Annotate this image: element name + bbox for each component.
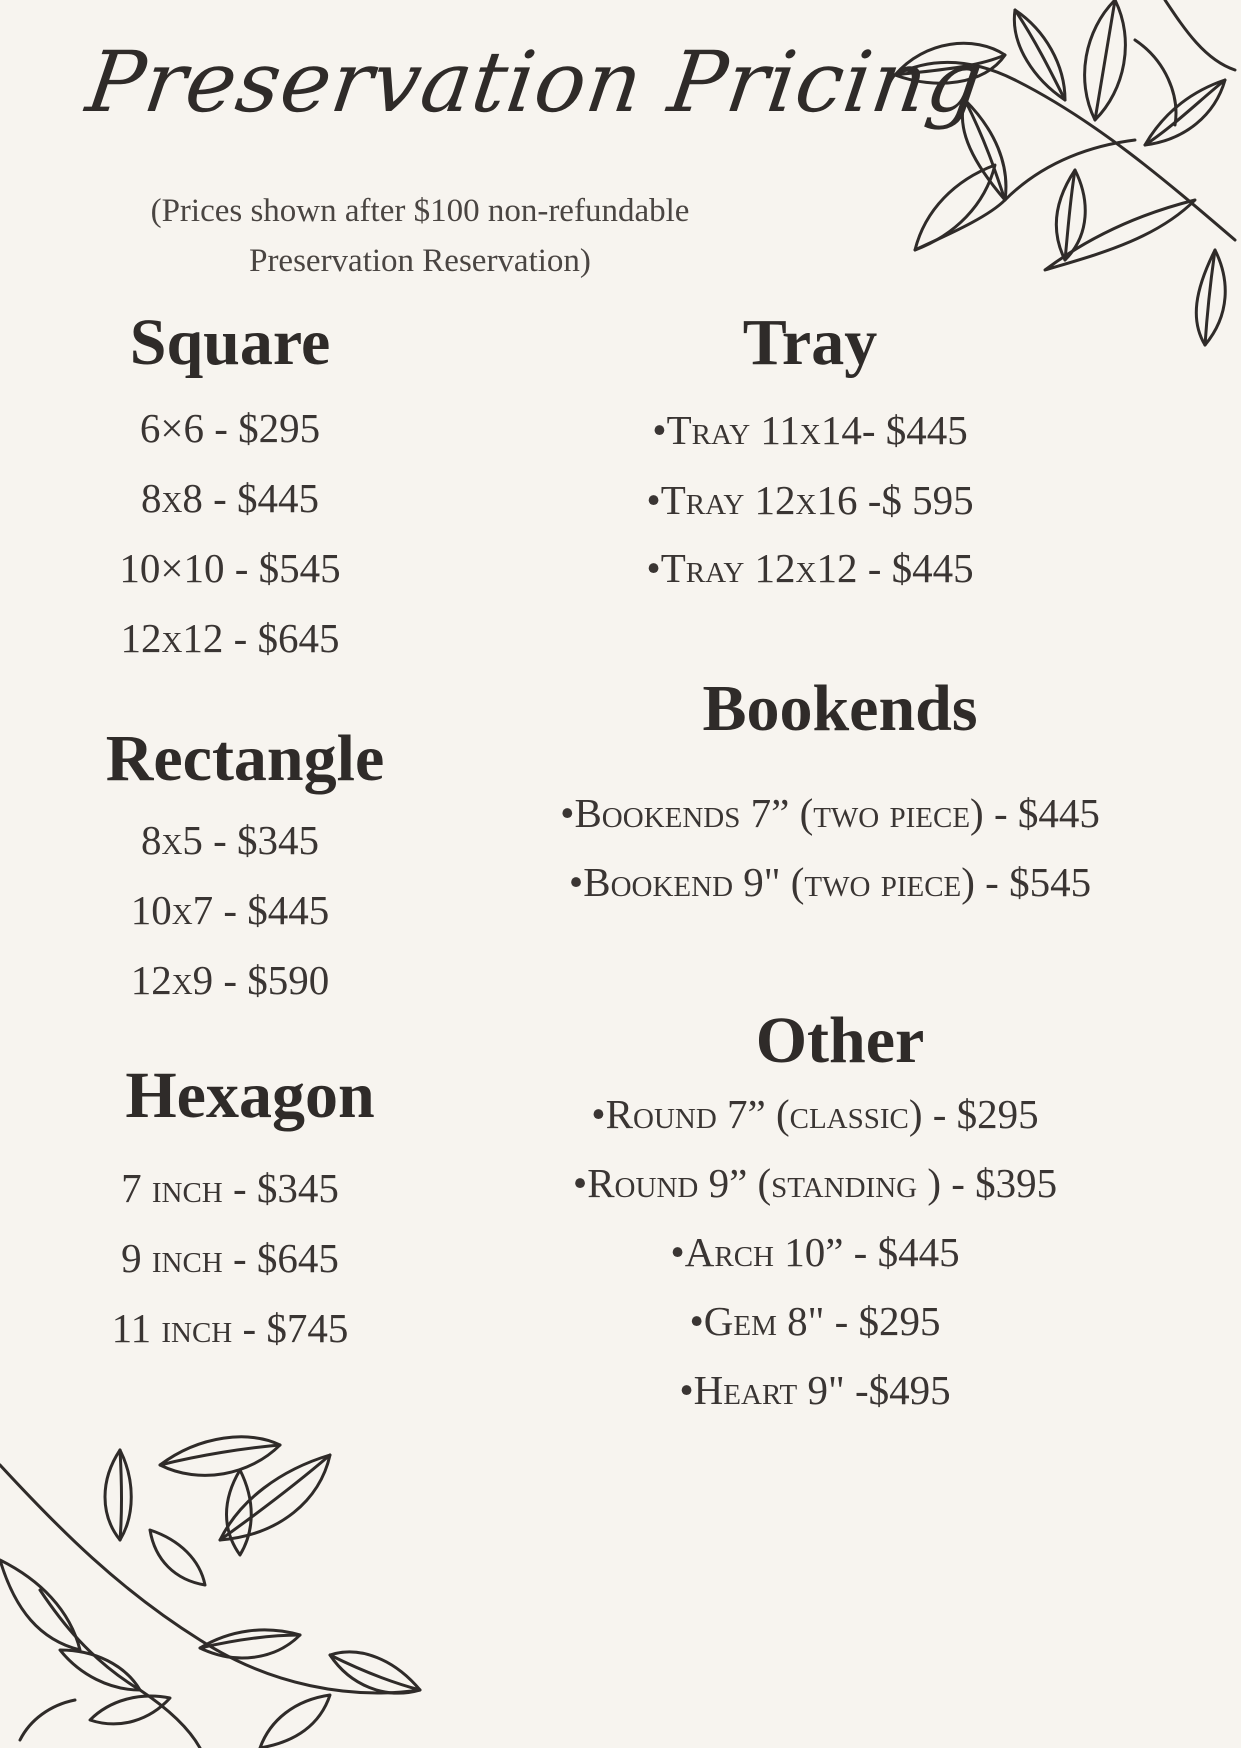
square-item: 10×10 - $545	[119, 545, 341, 591]
other-item: •Arch 10” - $445	[670, 1229, 960, 1275]
tray-heading: Tray	[742, 306, 878, 379]
other-item: •Round 9” (standing ) - $395	[572, 1160, 1058, 1206]
square-item: 6×6 - $295	[139, 405, 321, 451]
other-item: •Gem 8" - $295	[689, 1298, 941, 1344]
rectangle-item: 12x9 - $590	[130, 957, 330, 1003]
bookends-item: •Bookend 9" (two piece) - $545	[568, 859, 1092, 905]
hexagon-item: 9 inch - $645	[121, 1235, 339, 1281]
leaf-branch-bottom-left-illustration	[0, 1420, 480, 1748]
hexagon-heading: Hexagon	[125, 1059, 375, 1132]
other-item: •Heart 9" -$495	[679, 1367, 951, 1413]
hexagon-item: 7 inch - $345	[121, 1165, 339, 1211]
hexagon-item: 11 inch - $745	[111, 1305, 349, 1351]
page-title: Preservation Pricing	[81, 33, 990, 131]
square-item: 8x8 - $445	[140, 475, 320, 521]
bookends-heading: Bookends	[702, 672, 978, 745]
tray-item: •Tray 12x16 -$ 595	[646, 477, 974, 523]
rectangle-heading: Rectangle	[105, 722, 385, 795]
tray-item: •Tray 11x14- $445	[652, 407, 968, 453]
subtitle-line-2: Preservation Reservation)	[249, 243, 591, 279]
other-heading: Other	[755, 1004, 925, 1077]
square-item: 12x12 - $645	[120, 615, 340, 661]
page-subtitle	[110, 186, 730, 286]
rectangle-item: 8x5 - $345	[140, 817, 320, 863]
square-heading: Square	[129, 306, 331, 379]
tray-item: •Tray 12x12 - $445	[646, 545, 974, 591]
other-item: •Round 7” (classic) - $295	[591, 1091, 1039, 1137]
subtitle-line-1: (Prices shown after $100 non-refundable	[150, 193, 690, 229]
rectangle-item: 10x7 - $445	[130, 887, 330, 933]
bookends-item: •Bookends 7” (two piece) - $445	[560, 790, 1100, 836]
